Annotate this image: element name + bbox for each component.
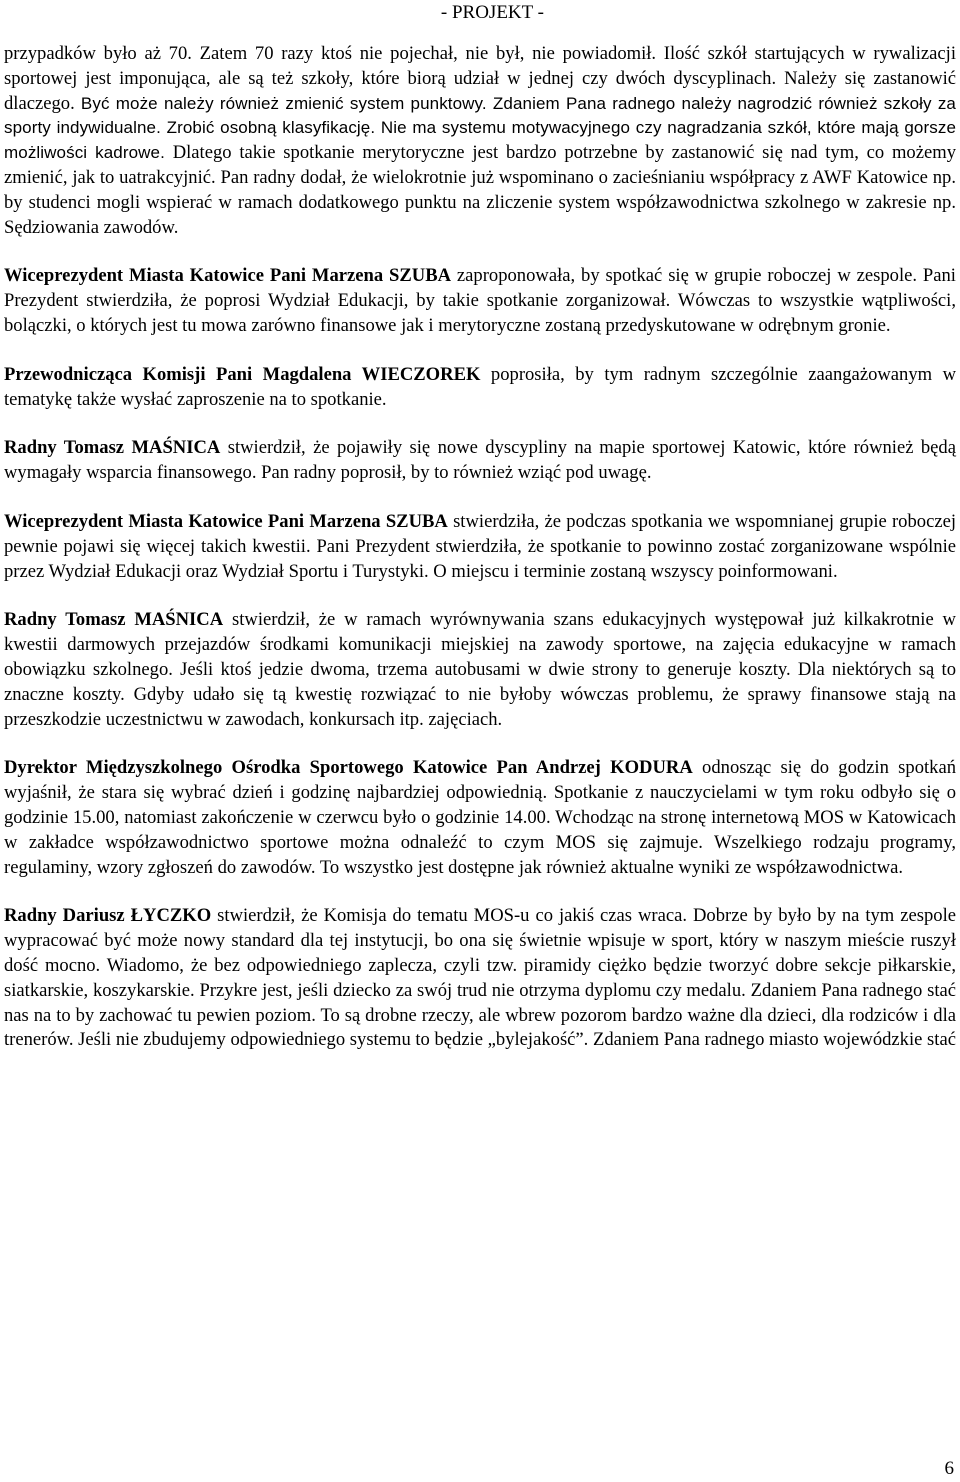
paragraph-3 — [4, 363, 956, 413]
paragraph-6 — [4, 608, 956, 732]
page-header: - PROJEKT - — [440, 2, 544, 23]
paragraph-8 — [4, 904, 956, 1053]
paragraph-1-part-a: przypadków było aż 70. Zatem 70 razy ktoś nie pojechał, nie był, nie powiadomił. Ilość szkół startujących w rywalizacji sportowej jest imponująca, ale są też szkoły, które biorą udział w jednej czy dwóch dyscyplinach. Należy się zastanowić dlaczego. — [4, 43, 956, 114]
speaker-name: Przewodnicząca Komisji Pani Magdalena WIECZOREK — [4, 363, 481, 385]
paragraph-text: stwierdził, że w ramach wyrównywania szans edukacyjnych występował już kilkakrotnie w kwestii darmowych przejazdów środkami komunikacji miejskiej na zawody sportowe, na zajęcia edukacyjne w ramach obowiązku szkolnego. Jeśli ktoś jedzie dwoma, trzema autobusami w dwie strony to generuje koszty. Dla niektórych są to znaczne koszty. Gdyby udało się tą kwestię rozwiązać to nie byłoby wówczas problemu, że sprawy finansowe stają na przeszkodzie uczestnictwu w zawodach, konkursach itp. zajęciach. — [4, 609, 956, 730]
paragraph-text: stwierdził, że Komisja do tematu MOS-u co jakiś czas wraca. Dobrze by było by na tym zespole wypracować być może nowy standard dla tej instytucji, bo ona się świetnie wpisuje w sport, który w naszym mieście ruszył dość mocno. Wiadomo, że bez odpowiedniego zaplecza, czyli tzw. piramidy ciężko będzie tworzyć dobre sekcje piłkarskie, siatkarskie, koszykarskie. Przykre jest, jeśli dziecko za swój trud nie otrzyma dyplomu czy medalu. Zdaniem Pana radnego stać nas na to by zachować tu pewien poziom. To są drobne rzeczy, ale wbrew pozorom bardzo ważne dla dzieci, dla rodziców i dla trenerów. Jeśli nie zbudujemy odpowiedniego systemu to będzie „bylejakość”. Zdaniem Pana radnego miasto wojewódzkie stać — [4, 905, 956, 1051]
page-number: 6 — [944, 1458, 954, 1479]
paragraph-text: odnosząc się do godzin spotkań wyjaśnił, że stara się wybrać dzień i godzinę najbardziej odpowiednią. Spotkanie z nauczycielami w tym roku odbyło się o godzinie 15.00, natomiast zakończenie w czerwcu było o godzinie 14.00. Wchodząc na stronę internetową MOS w Katowicach w zakładce współzawodnictwo sportowe można odnaleźć to czym MOS się zajmuje. Wszelkiego rodzaju programy, regulaminy, wzory zgłoszeń do zawodów. To wszystko jest dostępne jak również aktualne wyniki ze współzawodnictwa. — [4, 757, 957, 878]
paragraph-5 — [4, 510, 956, 584]
paragraph-text: stwierdziła, że podczas spotkania we wspomnianej grupie roboczej pewnie pojawi się więcej takich kwestii. Pani Prezydent stwierdziła, że spotkanie to powinno zostać zorganizowane wspólnie przez Wydział Edukacji oraz Wydział Sportu i Turystyki. O miejscu i terminie zostaną wszyscy poinformowani. — [4, 510, 956, 582]
paragraph-7 — [4, 756, 956, 880]
paragraph-text: zaproponowała, by spotkać się w grupie roboczej w zespole. Pani Prezydent stwierdziła, że poprosi Wydział Edukacji, by takie spotkanie zorganizował. Wówczas to wszystkie wątpliwości, bolączki, o których jest tu mowa zarówno finansowe jak i merytoryczne zostaną przedyskutowane w odrębnym gronie. — [4, 265, 956, 336]
speaker-name: Dyrektor Międzyszkolnego Ośrodka Sportowego Katowice Pan Andrzej KODURA — [4, 757, 693, 779]
paragraph-text: stwierdził, że pojawiły się nowe dyscypliny na mapie sportowej Katowic, które również będą wymagały wsparcia finansowego. Pan radny poprosił, by to również wziąć pod uwagę. — [4, 437, 956, 484]
paragraph-1-part-c: Dlatego takie spotkanie merytoryczne jest bardzo potrzebne by zastanowić się nad tym, co możemy zmienić, jak to uatrakcyjnić. Pan radny dodał, że wielokrotnie już wspominano o zacieśnianiu współpracy z AWF Katowice np. by studenci mogli wspierać w ramach dodatkowego punktu na zliczenie system współzawodnictwa szkolnego w zakresie np. Sędziowania zawodów. — [4, 142, 956, 238]
paragraph-4 — [4, 436, 956, 486]
speaker-name: Radny Dariusz ŁYCZKO — [4, 905, 212, 927]
document-body — [4, 42, 956, 1053]
paragraph-text: poprosiła, by tym radnym szczególnie zaangażowanym w tematykę także wysłać zaproszenie na to spotkanie. — [4, 363, 957, 410]
speaker-name: Wiceprezydent Miasta Katowice Pani Marzena SZUBA — [4, 265, 452, 287]
paragraph-1-part-b: Być może należy również zmienić system punktowy. Zdaniem Pana radnego należy nagrodzić również szkoły za sporty indywidualne. Zrobić osobną klasyfikację. Nie ma systemu motywacyjnego czy nagradzania szkół, które mają gorsze możliwości kadrowe. — [4, 93, 956, 163]
speaker-name: Radny Tomasz MAŚNICA — [4, 609, 224, 631]
paragraph-2 — [4, 264, 956, 338]
paragraph-1 — [4, 42, 956, 240]
speaker-name: Radny Tomasz MAŚNICA — [4, 437, 221, 459]
speaker-name: Wiceprezydent Miasta Katowice Pani Marzena SZUBA — [4, 510, 448, 532]
